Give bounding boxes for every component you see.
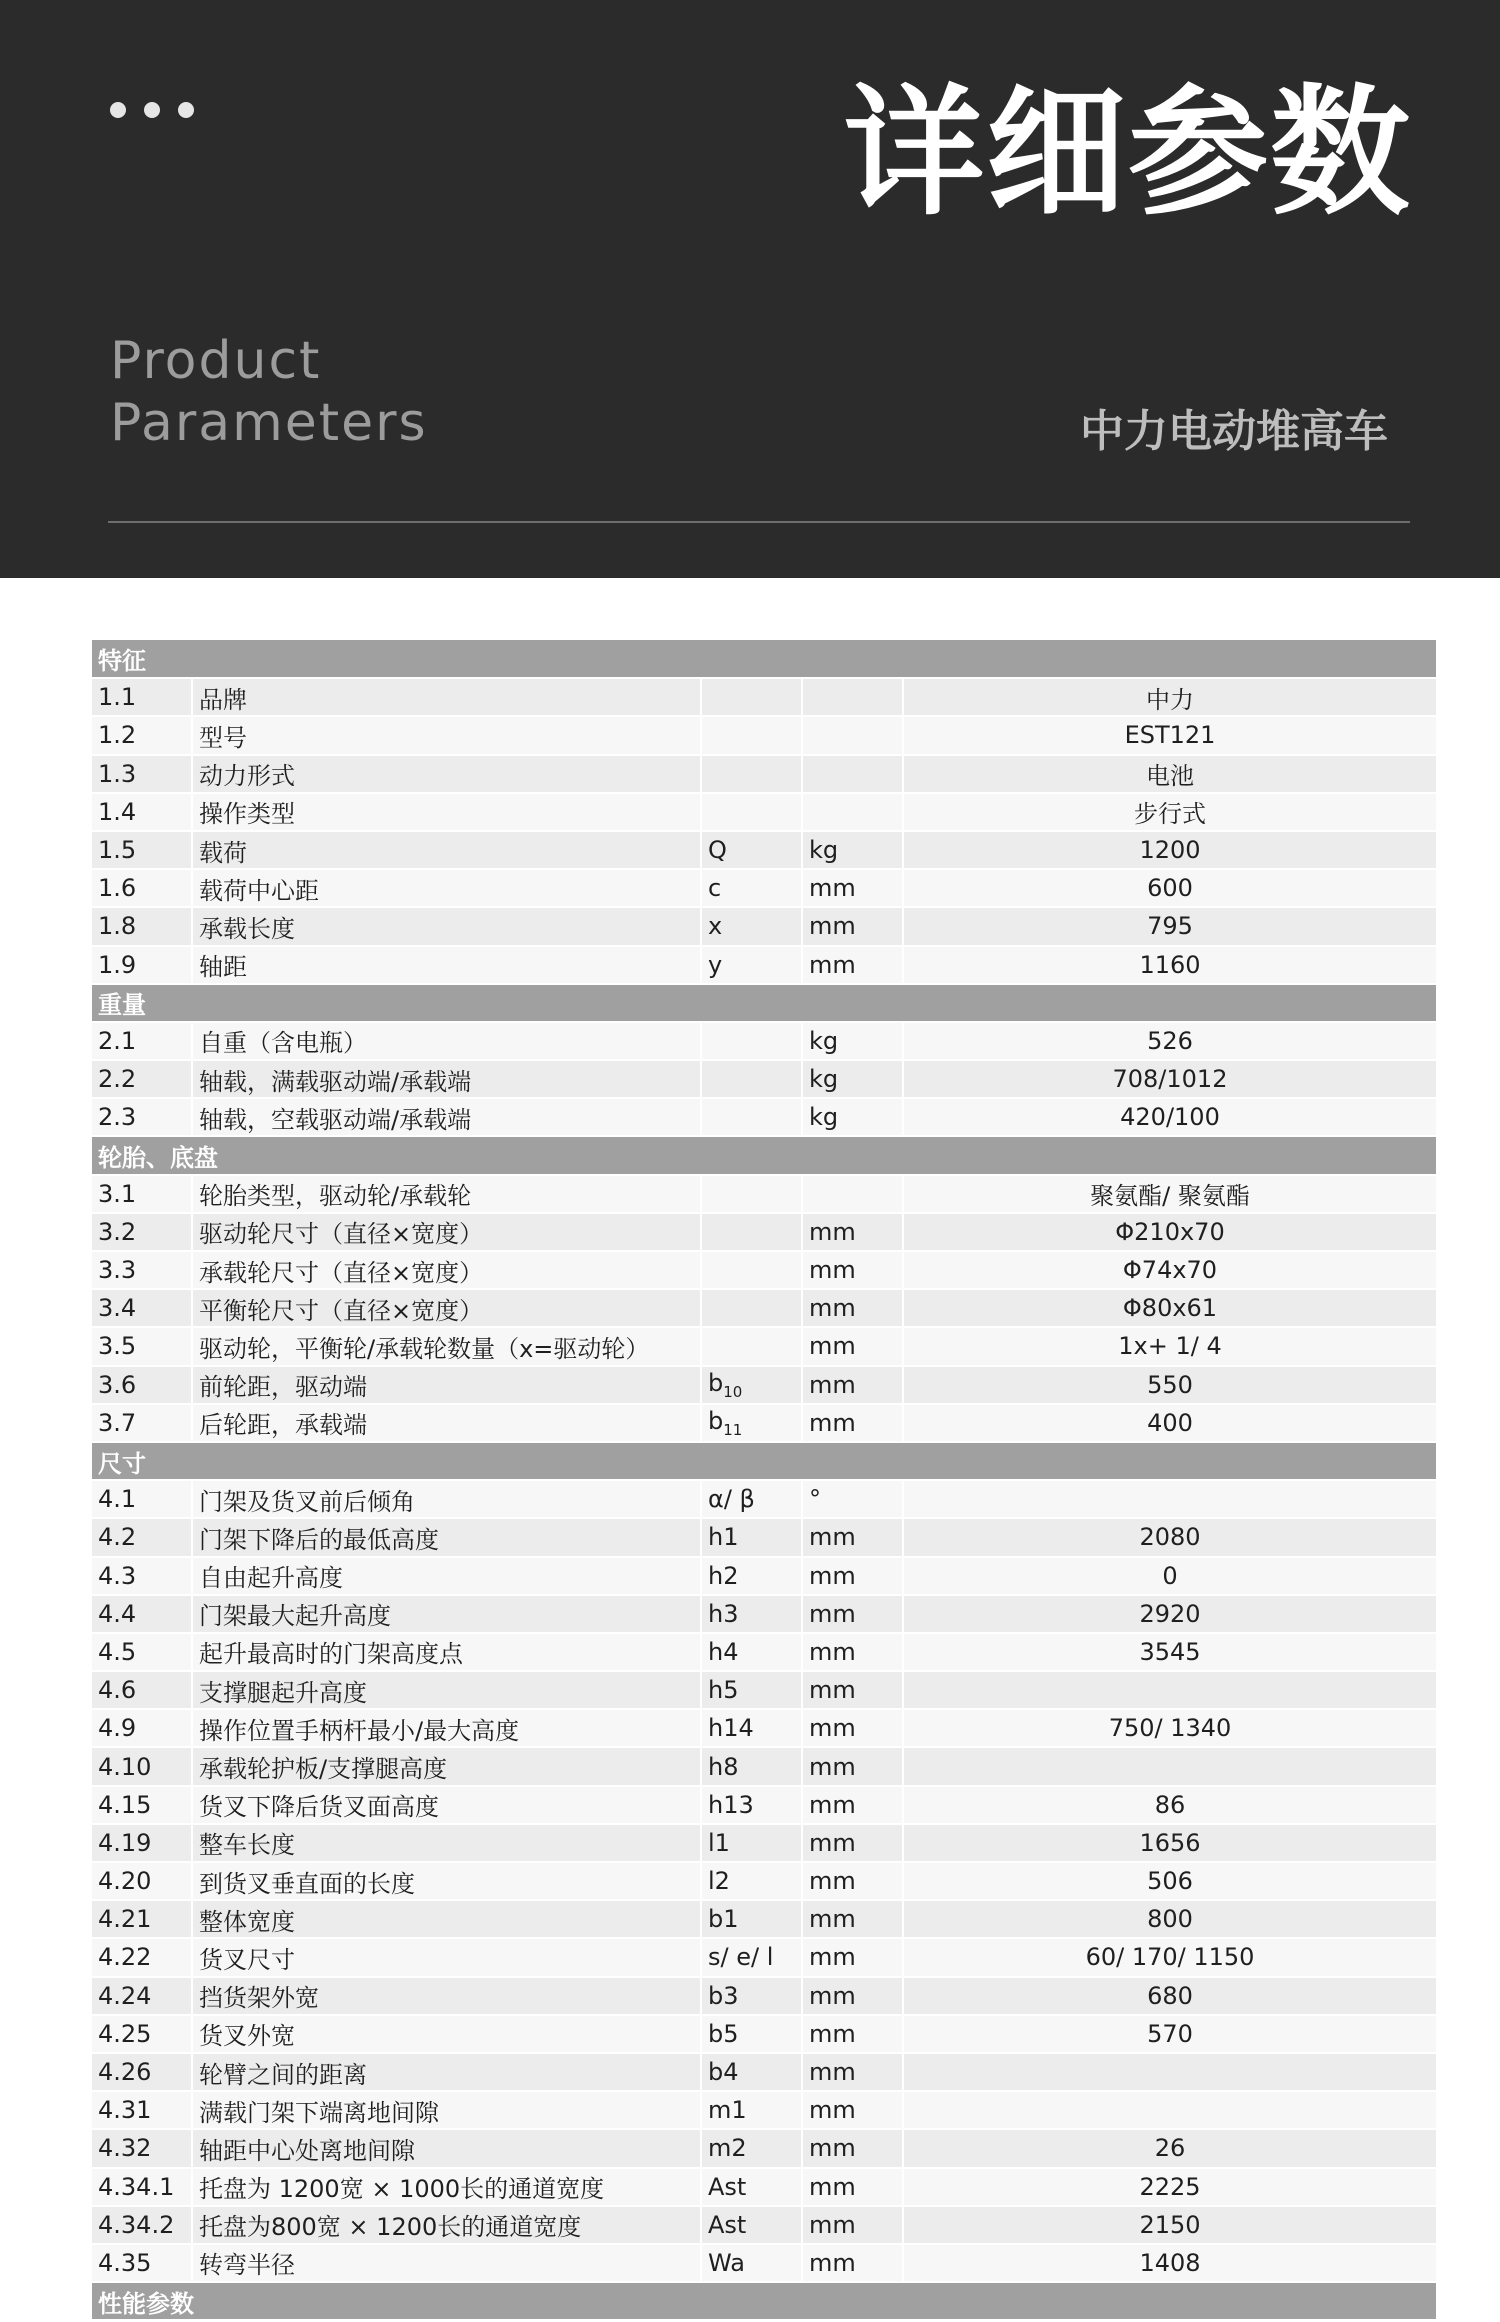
table-row <box>92 1977 1437 2015</box>
param-value <box>903 2091 1437 2129</box>
param-symbol <box>701 793 802 831</box>
table-row <box>92 946 1437 984</box>
param-value: 600 <box>903 869 1437 907</box>
param-name: 平衡轮尺寸（直径×宽度） <box>192 1289 701 1327</box>
table-row <box>92 1098 1437 1136</box>
table-row <box>92 1862 1437 1900</box>
table-row <box>92 1060 1437 1098</box>
param-value: 聚氨酯/ 聚氨酯 <box>903 1175 1437 1213</box>
param-value: 2150 <box>903 2206 1437 2244</box>
param-name: 整体宽度 <box>192 1900 701 1938</box>
section-header <box>92 984 1437 1022</box>
param-code: 1.9 <box>92 946 192 984</box>
table-row <box>92 831 1437 869</box>
param-code: 1.5 <box>92 831 192 869</box>
param-value: Φ80x61 <box>903 1289 1437 1327</box>
table-row <box>92 1633 1437 1671</box>
param-symbol <box>701 1289 802 1327</box>
param-name: 轴距 <box>192 946 701 984</box>
table-row <box>92 1938 1437 1976</box>
param-code: 4.31 <box>92 2091 192 2129</box>
param-name: 载荷 <box>192 831 701 869</box>
param-name: 支撑腿起升高度 <box>192 1671 701 1709</box>
param-name: 转弯半径 <box>192 2244 701 2282</box>
section-title: 性能参数 <box>92 2282 1437 2320</box>
param-unit <box>802 678 903 716</box>
param-value: 60/ 170/ 1150 <box>903 1938 1437 1976</box>
param-symbol: x <box>701 907 802 945</box>
param-name: 承载长度 <box>192 907 701 945</box>
param-unit: mm <box>802 907 903 945</box>
parameters-table <box>92 640 1438 2321</box>
table-row <box>92 1709 1437 1747</box>
table-row <box>92 1786 1437 1824</box>
param-symbol <box>701 1327 802 1365</box>
param-value <box>903 1480 1437 1518</box>
param-name: 挡货架外宽 <box>192 1977 701 2015</box>
param-symbol: h13 <box>701 1786 802 1824</box>
param-code: 1.3 <box>92 755 192 793</box>
table-row <box>92 2053 1437 2091</box>
param-value: EST121 <box>903 716 1437 754</box>
param-value: 2920 <box>903 1595 1437 1633</box>
param-code: 1.6 <box>92 869 192 907</box>
param-code: 4.10 <box>92 1747 192 1785</box>
param-value: 1656 <box>903 1824 1437 1862</box>
param-name: 承载轮护板/支撑腿高度 <box>192 1747 701 1785</box>
param-symbol: α/ β <box>701 1480 802 1518</box>
product-name: 中力电动堆高车 <box>1080 406 1388 457</box>
param-name: 托盘为 1200宽 × 1000长的通道宽度 <box>192 2168 701 2206</box>
param-symbol: l2 <box>701 1862 802 1900</box>
param-name: 品牌 <box>192 678 701 716</box>
param-unit: kg <box>802 1022 903 1060</box>
param-unit: mm <box>802 1747 903 1785</box>
param-code: 4.1 <box>92 1480 192 1518</box>
param-value: 800 <box>903 1900 1437 1938</box>
param-symbol <box>701 1175 802 1213</box>
param-code: 3.4 <box>92 1289 192 1327</box>
param-name: 操作位置手柄杆最小/最大高度 <box>192 1709 701 1747</box>
param-name: 门架最大起升高度 <box>192 1595 701 1633</box>
param-code: 4.9 <box>92 1709 192 1747</box>
param-unit: mm <box>802 1824 903 1862</box>
param-unit: mm <box>802 946 903 984</box>
table-row <box>92 1366 1437 1404</box>
parameters-table-container <box>92 640 1437 2321</box>
param-value: 26 <box>903 2129 1437 2167</box>
param-unit <box>802 1175 903 1213</box>
param-name: 门架及货叉前后倾角 <box>192 1480 701 1518</box>
param-unit <box>802 755 903 793</box>
param-value: 1408 <box>903 2244 1437 2282</box>
param-code: 2.1 <box>92 1022 192 1060</box>
param-code: 2.2 <box>92 1060 192 1098</box>
param-unit: mm <box>802 2206 903 2244</box>
param-unit <box>802 716 903 754</box>
param-unit: mm <box>802 1709 903 1747</box>
param-unit: mm <box>802 2168 903 2206</box>
section-header <box>92 1136 1437 1174</box>
section-title: 特征 <box>92 640 1437 678</box>
param-name: 门架下降后的最低高度 <box>192 1518 701 1556</box>
param-unit: mm <box>802 1557 903 1595</box>
param-symbol: s/ e/ l <box>701 1938 802 1976</box>
param-unit: mm <box>802 2053 903 2091</box>
param-unit: mm <box>802 1289 903 1327</box>
param-value: 570 <box>903 2015 1437 2053</box>
param-symbol <box>701 1098 802 1136</box>
param-unit: mm <box>802 1327 903 1365</box>
table-row <box>92 2015 1437 2053</box>
param-symbol: c <box>701 869 802 907</box>
param-unit: mm <box>802 2091 903 2129</box>
param-code: 4.35 <box>92 2244 192 2282</box>
param-name: 自重（含电瓶） <box>192 1022 701 1060</box>
param-name: 后轮距，承载端 <box>192 1404 701 1442</box>
param-symbol: h8 <box>701 1747 802 1785</box>
param-name: 轴载，空载驱动端/承载端 <box>192 1098 701 1136</box>
param-code: 2.3 <box>92 1098 192 1136</box>
param-name: 驱动轮尺寸（直径×宽度） <box>192 1213 701 1251</box>
table-row <box>92 1251 1437 1289</box>
table-row <box>92 1213 1437 1251</box>
param-code: 4.25 <box>92 2015 192 2053</box>
param-symbol <box>701 755 802 793</box>
param-symbol: b3 <box>701 1977 802 2015</box>
param-name: 前轮距，驱动端 <box>192 1366 701 1404</box>
table-row <box>92 1022 1437 1060</box>
param-value: 1160 <box>903 946 1437 984</box>
table-row <box>92 2206 1437 2244</box>
param-code: 4.34.1 <box>92 2168 192 2206</box>
param-value: 1200 <box>903 831 1437 869</box>
page-title: 详细参数 <box>843 72 1412 235</box>
param-value: 550 <box>903 1366 1437 1404</box>
table-row <box>92 2244 1437 2282</box>
table-row <box>92 1404 1437 1442</box>
param-name: 动力形式 <box>192 755 701 793</box>
param-value: 0 <box>903 1557 1437 1595</box>
param-symbol: h3 <box>701 1595 802 1633</box>
param-code: 4.26 <box>92 2053 192 2091</box>
param-symbol: h14 <box>701 1709 802 1747</box>
param-name: 型号 <box>192 716 701 754</box>
param-name: 承载轮尺寸（直径×宽度） <box>192 1251 701 1289</box>
param-code: 4.24 <box>92 1977 192 2015</box>
param-value: 步行式 <box>903 793 1437 831</box>
param-unit: mm <box>802 1938 903 1976</box>
param-symbol: Q <box>701 831 802 869</box>
param-code: 3.6 <box>92 1366 192 1404</box>
param-value <box>903 2053 1437 2091</box>
table-row <box>92 2168 1437 2206</box>
param-symbol: l1 <box>701 1824 802 1862</box>
param-symbol <box>701 678 802 716</box>
param-name: 整车长度 <box>192 1824 701 1862</box>
param-unit: mm <box>802 2244 903 2282</box>
table-row <box>92 1518 1437 1556</box>
param-symbol: h5 <box>701 1671 802 1709</box>
param-code: 3.1 <box>92 1175 192 1213</box>
param-code: 3.2 <box>92 1213 192 1251</box>
param-value: 680 <box>903 1977 1437 2015</box>
param-code: 4.4 <box>92 1595 192 1633</box>
param-symbol: b1 <box>701 1900 802 1938</box>
param-code: 4.5 <box>92 1633 192 1671</box>
param-symbol: Wa <box>701 2244 802 2282</box>
param-value: 86 <box>903 1786 1437 1824</box>
param-symbol: $b_{11}$ <box>701 1404 802 1442</box>
param-unit: mm <box>802 1366 903 1404</box>
param-symbol: h2 <box>701 1557 802 1595</box>
param-name: 轮臂之间的距离 <box>192 2053 701 2091</box>
table-row <box>92 2129 1437 2167</box>
param-unit: kg <box>802 831 903 869</box>
param-unit: mm <box>802 1404 903 1442</box>
param-name: 起升最高时的门架高度点 <box>192 1633 701 1671</box>
param-unit: mm <box>802 1251 903 1289</box>
param-unit: mm <box>802 1633 903 1671</box>
param-symbol: b4 <box>701 2053 802 2091</box>
param-name: 轴距中心处离地间隙 <box>192 2129 701 2167</box>
header-divider <box>108 521 1410 523</box>
param-value: 750/ 1340 <box>903 1709 1437 1747</box>
param-symbol: Ast <box>701 2168 802 2206</box>
param-name: 驱动轮，平衡轮/承载轮数量（x=驱动轮） <box>192 1327 701 1365</box>
section-title: 轮胎、底盘 <box>92 1136 1437 1174</box>
table-row <box>92 793 1437 831</box>
param-symbol <box>701 1022 802 1060</box>
param-unit: mm <box>802 1213 903 1251</box>
table-row <box>92 2091 1437 2129</box>
param-name: 满载门架下端离地间隙 <box>192 2091 701 2129</box>
table-row <box>92 1327 1437 1365</box>
param-code: 4.15 <box>92 1786 192 1824</box>
param-symbol: m2 <box>701 2129 802 2167</box>
param-name: 操作类型 <box>192 793 701 831</box>
param-unit: mm <box>802 2015 903 2053</box>
param-value: 420/100 <box>903 1098 1437 1136</box>
table-row <box>92 869 1437 907</box>
param-value <box>903 1671 1437 1709</box>
param-code: 4.19 <box>92 1824 192 1862</box>
english-title <box>110 330 428 454</box>
table-row <box>92 1289 1437 1327</box>
param-code: 3.3 <box>92 1251 192 1289</box>
param-code: 1.8 <box>92 907 192 945</box>
menu-dots-icon <box>110 102 194 118</box>
table-row <box>92 1480 1437 1518</box>
section-title: 重量 <box>92 984 1437 1022</box>
param-unit: mm <box>802 1977 903 2015</box>
param-code: 4.2 <box>92 1518 192 1556</box>
section-title: 尺寸 <box>92 1442 1437 1480</box>
param-code: 4.20 <box>92 1862 192 1900</box>
param-code: 1.2 <box>92 716 192 754</box>
param-symbol: b5 <box>701 2015 802 2053</box>
param-code: 4.6 <box>92 1671 192 1709</box>
english-title-line1: Product <box>110 331 322 391</box>
param-unit: mm <box>802 1595 903 1633</box>
param-unit: mm <box>802 2129 903 2167</box>
param-value: 3545 <box>903 1633 1437 1671</box>
english-title-line2: Parameters <box>110 393 428 453</box>
table-row <box>92 907 1437 945</box>
param-unit: mm <box>802 1671 903 1709</box>
section-header <box>92 2282 1437 2320</box>
param-symbol: m1 <box>701 2091 802 2129</box>
param-value: 2080 <box>903 1518 1437 1556</box>
param-unit: ° <box>802 1480 903 1518</box>
param-symbol <box>701 1060 802 1098</box>
table-row <box>92 1175 1437 1213</box>
param-unit: kg <box>802 1060 903 1098</box>
param-value: 中力 <box>903 678 1437 716</box>
param-value: Φ74x70 <box>903 1251 1437 1289</box>
table-row <box>92 1595 1437 1633</box>
param-code: 4.3 <box>92 1557 192 1595</box>
section-header <box>92 1442 1437 1480</box>
param-symbol: y <box>701 946 802 984</box>
table-row <box>92 716 1437 754</box>
table-row <box>92 1747 1437 1785</box>
section-header <box>92 640 1437 678</box>
param-value <box>903 1747 1437 1785</box>
param-value: Φ210x70 <box>903 1213 1437 1251</box>
param-symbol: $b_{10}$ <box>701 1366 802 1404</box>
param-name: 自由起升高度 <box>192 1557 701 1595</box>
param-name: 载荷中心距 <box>192 869 701 907</box>
param-code: 4.22 <box>92 1938 192 1976</box>
param-code: 3.7 <box>92 1404 192 1442</box>
param-value: 2225 <box>903 2168 1437 2206</box>
param-code: 1.1 <box>92 678 192 716</box>
param-unit: mm <box>802 1786 903 1824</box>
param-value: 526 <box>903 1022 1437 1060</box>
param-code: 3.5 <box>92 1327 192 1365</box>
param-symbol <box>701 1251 802 1289</box>
table-row <box>92 1671 1437 1709</box>
param-symbol: Ast <box>701 2206 802 2244</box>
param-name: 到货叉垂直面的长度 <box>192 1862 701 1900</box>
param-name: 货叉尺寸 <box>192 1938 701 1976</box>
param-name: 货叉下降后货叉面高度 <box>192 1786 701 1824</box>
param-unit: mm <box>802 1518 903 1556</box>
table-row <box>92 755 1437 793</box>
param-unit <box>802 793 903 831</box>
param-symbol <box>701 1213 802 1251</box>
param-value: 电池 <box>903 755 1437 793</box>
table-row <box>92 1557 1437 1595</box>
param-code: 4.21 <box>92 1900 192 1938</box>
param-code: 4.34.2 <box>92 2206 192 2244</box>
param-name: 托盘为800宽 × 1200长的通道宽度 <box>192 2206 701 2244</box>
param-symbol: h4 <box>701 1633 802 1671</box>
param-code: 4.32 <box>92 2129 192 2167</box>
param-unit: mm <box>802 1862 903 1900</box>
param-name: 轴载，满载驱动端/承载端 <box>192 1060 701 1098</box>
param-symbol: h1 <box>701 1518 802 1556</box>
table-row <box>92 678 1437 716</box>
header-banner <box>0 0 1500 578</box>
param-value: 506 <box>903 1862 1437 1900</box>
param-unit: mm <box>802 869 903 907</box>
param-value: 400 <box>903 1404 1437 1442</box>
param-unit: mm <box>802 1900 903 1938</box>
param-name: 货叉外宽 <box>192 2015 701 2053</box>
param-unit: kg <box>802 1098 903 1136</box>
param-symbol <box>701 716 802 754</box>
param-value: 795 <box>903 907 1437 945</box>
table-row <box>92 1824 1437 1862</box>
param-value: 1x+ 1/ 4 <box>903 1327 1437 1365</box>
table-row <box>92 1900 1437 1938</box>
param-value: 708/1012 <box>903 1060 1437 1098</box>
param-name: 轮胎类型，驱动轮/承载轮 <box>192 1175 701 1213</box>
param-code: 1.4 <box>92 793 192 831</box>
